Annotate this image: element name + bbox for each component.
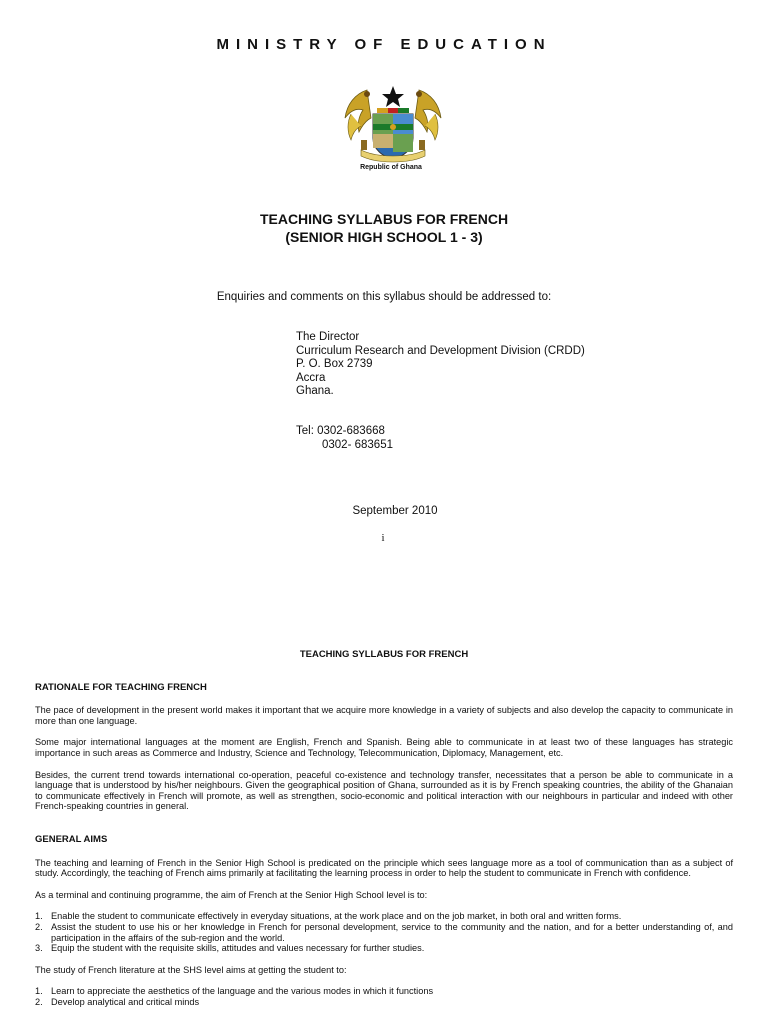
title-line-2: (SENIOR HIGH SCHOOL 1 - 3) bbox=[285, 229, 483, 245]
list-item bbox=[35, 997, 733, 1008]
list-item bbox=[35, 943, 733, 954]
address-line: Accra bbox=[296, 371, 326, 384]
address-block bbox=[296, 331, 585, 399]
list-item-number: 3. bbox=[35, 943, 43, 954]
list-item bbox=[35, 922, 733, 943]
telephone-block bbox=[296, 424, 393, 452]
address-line: Curriculum Research and Development Division (CRDD) bbox=[296, 344, 585, 357]
content-page bbox=[35, 650, 733, 1018]
rationale-heading: RATIONALE FOR TEACHING FRENCH bbox=[35, 681, 207, 693]
address-line: P. O. Box 2739 bbox=[296, 358, 373, 370]
tel-line-2: 0302- 683651 bbox=[322, 439, 393, 451]
list-item-number: 2. bbox=[35, 996, 43, 1007]
page-number: i bbox=[381, 532, 385, 544]
tel-line-1: Tel: 0302-683668 bbox=[296, 425, 385, 437]
list-item-number: 1. bbox=[35, 986, 43, 997]
publication-date: September 2010 bbox=[352, 505, 438, 517]
list-item bbox=[35, 911, 733, 922]
syllabus-title bbox=[0, 210, 768, 246]
rationale-paragraph: The pace of development in the present world makes it important that we acquire more knowledge in a variety of subjects and also develop the capacity to communicate in more than one language. bbox=[35, 705, 733, 726]
literature-intro: The study of French literature at the SHS level aims at getting the student to: bbox=[35, 964, 347, 975]
list-item bbox=[35, 986, 733, 997]
general-aims-heading: GENERAL AIMS bbox=[35, 833, 108, 845]
literature-list bbox=[35, 986, 733, 1007]
ministry-heading: MINISTRY OF EDUCATION bbox=[216, 36, 552, 53]
list-item-text: Equip the student with the requisite skills, attitudes and values necessary for further studies. bbox=[51, 943, 425, 954]
list-item-number: 1. bbox=[35, 911, 43, 922]
ghana-coat-of-arms-icon bbox=[337, 80, 449, 164]
list-item-text: Develop analytical and critical minds bbox=[51, 996, 200, 1007]
page-title: TEACHING SYLLABUS FOR FRENCH bbox=[299, 649, 469, 660]
list-item-text: Learn to appreciate the aesthetics of the language and the various modes in which it functions bbox=[51, 986, 434, 997]
list-item-number: 2. bbox=[35, 921, 43, 932]
aims-list bbox=[35, 911, 733, 953]
enquiries-text: Enquiries and comments on this syllabus should be addressed to: bbox=[216, 291, 552, 303]
address-line: Ghana. bbox=[296, 385, 334, 397]
list-item-text: Assist the student to use his or her knowledge in French for personal development, service to the community and the nation, and for a better understanding of, and participation in the affairs of the sub-region and the world. bbox=[51, 921, 733, 943]
aims-paragraph: The teaching and learning of French in the Senior High School is predicated on the principle which sees language more as a tool of communication than as a subject of study. Accordingly, the teaching of French aims primarily at facilitating the learning process in order to help the student to communicate in French with confidence. bbox=[35, 857, 733, 879]
title-line-1: TEACHING SYLLABUS FOR FRENCH bbox=[259, 211, 509, 227]
crest-caption: Republic of Ghana bbox=[360, 164, 422, 171]
rationale-paragraph: Some major international languages at the moment are English, French and Spanish. Being able to communicate in at least two of these languages has strategic importance in such areas as Commerce and Industry, Science and Technology, Telecommunication, Diplomacy, Management, etc. bbox=[35, 737, 733, 758]
list-item-text: Enable the student to communicate effectively in everyday situations, at the work place and on the job market, in both oral and written forms. bbox=[51, 911, 622, 922]
address-line: The Director bbox=[296, 331, 360, 343]
aims-paragraph: As a terminal and continuing programme, the aim of French at the Senior High School level is to: bbox=[35, 889, 428, 900]
rationale-paragraph: Besides, the current trend towards international co-operation, peaceful co-existence and technology transfer, necessitates that a person be able to communicate in a language that is understood by his/her neighbours. Given the geographical position of Ghana, surrounded as it is by French speaking countries, the ability of the Ghanaian to communicate effectively in French will promote, as well as strengthen, socio-economic and political interaction with our neighbours in particular and indeed with other French-speaking countries in general. bbox=[35, 769, 733, 812]
